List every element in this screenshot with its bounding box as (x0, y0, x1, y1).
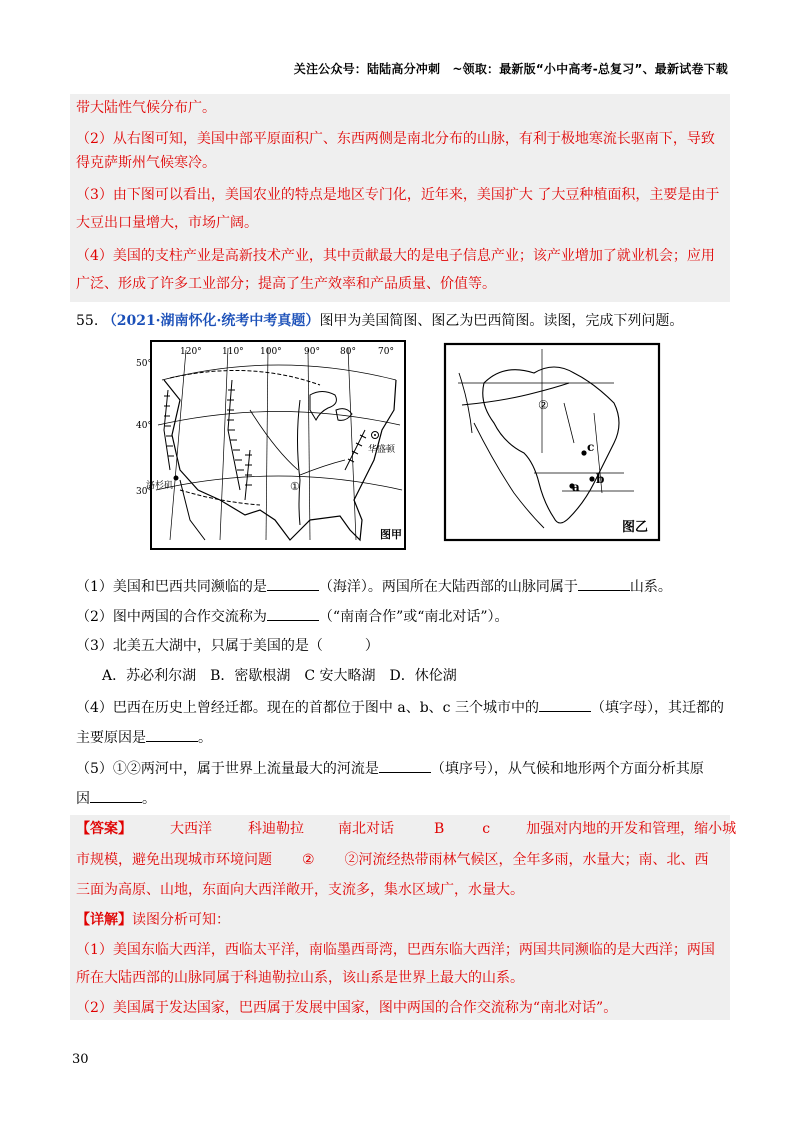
subquestion-3: （3）北美五大湖中，只属于美国的是（ ） (76, 638, 379, 654)
explanation-line: 广泛、形成了许多工业部分；提高了生产效率和产品质量、价值等。 (76, 276, 496, 292)
map-usa (136, 340, 406, 550)
lon-label: 90° (304, 347, 320, 357)
city-washington: 华盛顿 (368, 445, 396, 455)
detail-line: 所在大陆西部的山脉同属于科迪勒拉山系，该山系是世界上最大的山系。 (76, 970, 524, 986)
lon-label: 120° (180, 347, 202, 357)
lon-label: 80° (340, 347, 356, 357)
explanation-line: 大豆出口量增大，市场广阔。 (76, 215, 258, 231)
city-a: a (572, 480, 580, 494)
explanation-line: （4）美国的支柱产业是高新技术产业，其中贡献最大的是电子信息产业；该产业增加了就业机会；应用 (76, 248, 715, 264)
city-los-angeles: 洛杉矶 (146, 481, 174, 491)
lon-label: 70° (378, 347, 394, 357)
map-b-label: 图乙 (622, 520, 649, 535)
lat-label: 30° (136, 487, 152, 497)
detail-intro: 【详解】读图分析可知： (76, 912, 230, 928)
lat-label: 50° (136, 359, 152, 369)
river-mark-1: ① (290, 480, 300, 493)
city-b: b (596, 472, 605, 486)
subquestion-4-cont: 主要原因是 。 (76, 727, 726, 748)
question-stem (76, 311, 726, 331)
subquestion-5: （5）①②两河中，属于世界上流量最大的河流是 （填序号），从气候和地形两个方面分析其原 (76, 758, 726, 779)
explanation-line: 得克萨斯州气候寒冷。 (76, 155, 216, 171)
lon-label: 100° (260, 347, 282, 357)
answer-line-1: 【答案】 大西洋 科迪勒拉 南北对话 B c 加强对内地的开发和管理，缩小城 (76, 821, 737, 837)
city-c: c (587, 440, 595, 454)
map-a-label: 图甲 (380, 528, 402, 541)
subquestion-1: （1）美国和巴西共同濒临的是 （海洋）。两国所在大陆西部的山脉同属于 山系。 (76, 576, 726, 597)
lon-label: 110° (222, 347, 244, 357)
detail-line: （2）美国属于发达国家，巴西属于发展中国家，图中两国的合作交流称为“南北对话”。 (76, 1000, 618, 1016)
subquestion-5-cont: 因 。 (76, 788, 726, 809)
map-brazil (444, 343, 660, 541)
question-source: （2021·湖南怀化·统考中考真题） (102, 313, 320, 329)
river-mark-2: ② (538, 398, 549, 412)
question-text: 图甲为美国简图、图乙为巴西简图。读图，完成下列问题。 (319, 313, 684, 329)
explanation-line: （2）从右图可知，美国中部平原面积广、东西两侧是南北分布的山脉，有利于极地寒流长驱南下，导致 (76, 131, 715, 147)
explanation-line: （3）由下图可以看出，美国农业的特点是地区专门化，近年来，美国扩大 了大豆种植面积，主要是由于 (76, 187, 720, 203)
subquestion-2: （2）图中两国的合作交流称为 （“南南合作”或“南北对话”）。 (76, 606, 726, 627)
answer-line-3: 三面为高原、山地，东面向大西洋敞开，支流多，集水区域广，水量大。 (76, 882, 524, 898)
subquestion-4: （4）巴西在历史上曾经迁都。现在的首都位于图中 a、b、c 三个城市中的 （填字母），其迁都的 (76, 697, 726, 718)
page-number: 30 (72, 1052, 89, 1067)
question-number: 55. (76, 313, 99, 329)
answer-line-2: 市规模，避免出现城市环境问题 ② ②河流经热带雨林气候区，全年多雨，水量大；南、北、西 (76, 852, 709, 868)
page-header: 关注公众号：陆陆高分冲刺 ~领取：最新版“小中高考-总复习”、最新试卷下载 (293, 62, 728, 76)
detail-line: （1）美国东临大西洋，西临太平洋，南临墨西哥湾，巴西东临大西洋；两国共同濒临的是大西洋；两国 (76, 942, 715, 958)
lat-label: 40° (136, 421, 152, 431)
subquestion-3-options: A．苏必利尔湖 B．密歇根湖 C 安大略湖 D．休伦湖 (102, 668, 457, 684)
explanation-line: 带大陆性气候分布广。 (76, 100, 216, 116)
